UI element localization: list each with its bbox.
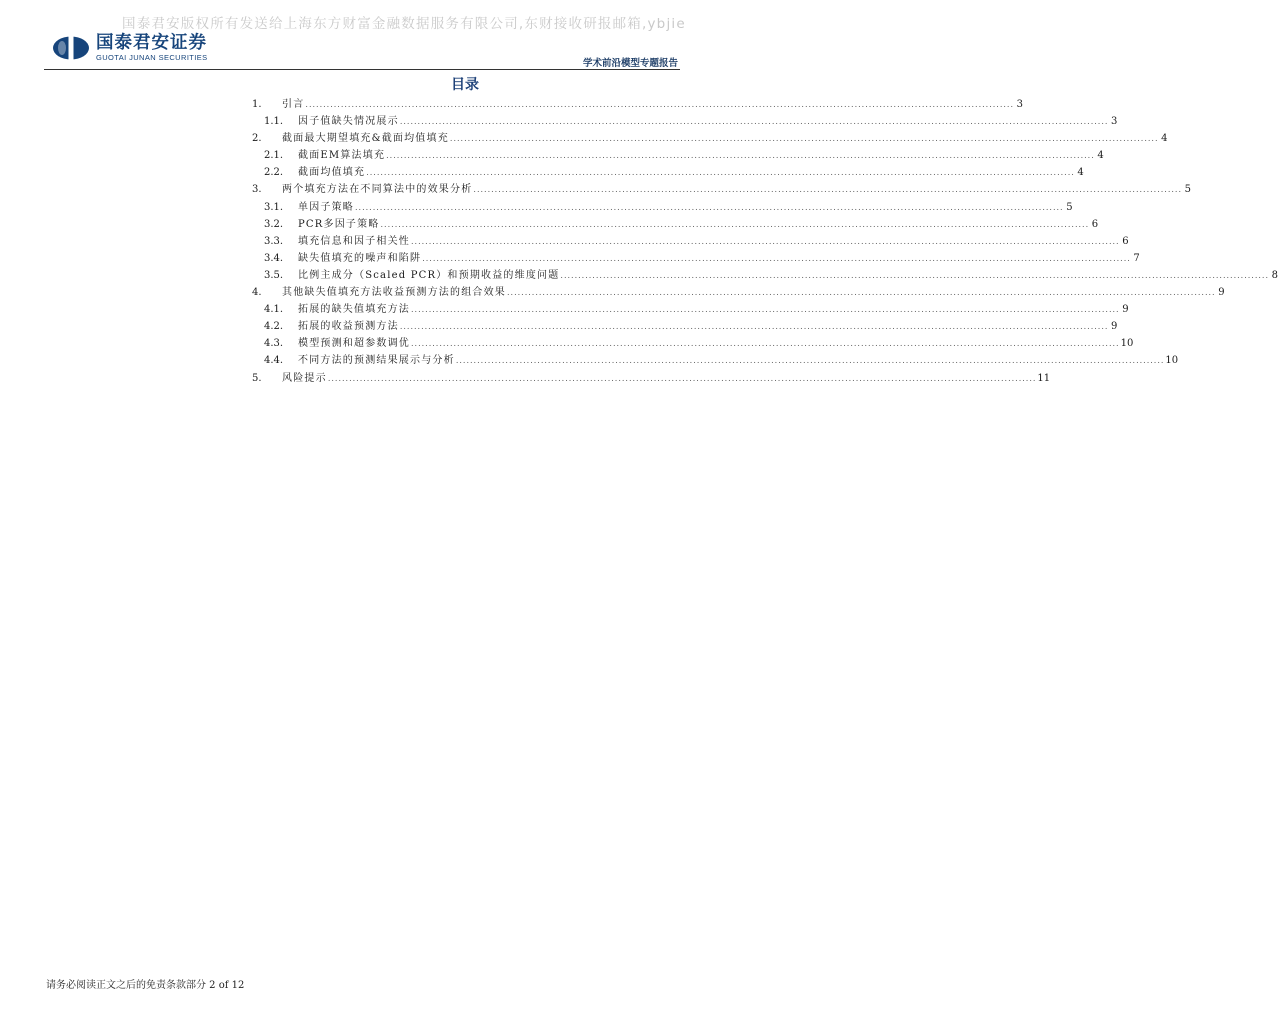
toc-entry-number: 3.2. [264,218,284,230]
toc-entry-page: 10 [1165,355,1179,367]
toc-entry-page: 11 [1037,372,1051,384]
toc-leader-dots: ........................................................................................................................................................................................................ [399,322,1109,332]
logo-name-en: GUOTAI JUNAN SECURITIES [96,53,208,62]
toc-entry-page: 9 [1218,287,1225,299]
toc-leader-dots: ........................................................................................................................................................................................................ [507,288,1216,298]
toc-entry-title: 填充信息和因子相关性 [298,235,410,247]
toc-entry-page: 9 [1122,304,1129,316]
toc-entry[interactable] [252,300,1129,317]
table-of-contents [252,95,1278,386]
toc-entry-page: 5 [1184,184,1191,196]
toc-leader-dots: ........................................................................................................................................................................................................ [411,236,1120,246]
toc-entry[interactable] [252,215,1099,232]
toc-entry-page: 3 [1016,99,1023,110]
toc-entry-page: 3 [1111,116,1118,128]
toc-entry-title: 模型预测和超参数调优 [298,338,410,350]
toc-entry-number: 4. [252,287,262,299]
toc-entry-number: 4.3. [264,338,284,350]
header-divider [44,69,680,70]
toc-entry-title: 截面EM算法填充 [298,150,386,162]
toc-entry-number: 3.1. [264,201,284,213]
toc-entry-number: 1. [252,99,262,110]
toc-entry-number: 4.4. [264,355,284,367]
toc-entry[interactable] [252,334,1134,351]
toc-entry-page: 8 [1271,269,1278,281]
logo-icon [52,36,90,60]
toc-entry[interactable] [252,232,1129,249]
toc-entry-number: 2.1. [264,150,284,162]
toc-entry-number: 3. [252,184,262,196]
toc-entry-title: 单因子策略 [298,201,354,213]
toc-entry-title: 不同方法的预测结果展示与分析 [298,355,455,367]
toc-entry-page: 4 [1077,167,1084,179]
toc-entry-number: 1.1. [264,116,284,128]
toc-leader-dots: ........................................................................................................................................................................................................ [422,253,1131,263]
toc-entry[interactable] [252,129,1168,146]
toc-leader-dots: ........................................................................................................................................................................................................ [411,339,1120,349]
toc-entry-page: 7 [1133,252,1140,264]
toc-leader-dots: ........................................................................................................................................................................................................ [411,305,1120,315]
toc-leader-dots: ........................................................................................................................................................................................................ [473,185,1182,195]
toc-leader-dots: ........................................................................................................................................................................................................ [355,202,1064,212]
toc-entry[interactable] [252,95,1023,112]
toc-entry-number: 4.1. [264,304,284,316]
toc-entry-title: 截面最大期望填充&截面均值填充 [282,133,449,145]
toc-leader-dots: ........................................................................................................................................................................................................ [380,219,1090,229]
toc-entry-title: 风险提示 [282,372,327,384]
toc-leader-dots: ........................................................................................................................................................................................................ [560,270,1270,280]
watermark: 国泰君安版权所有发送给上海东方财富金融数据服务有限公司,东财接收研报邮箱,ybjie [122,16,686,32]
toc-leader-dots: ........................................................................................................................................................................................................ [366,168,1075,178]
toc-entry[interactable] [252,317,1118,334]
toc-entry-title: 拓展的缺失值填充方法 [298,304,410,316]
toc-leader-dots: ........................................................................................................................................................................................................ [449,134,1159,144]
toc-entry[interactable] [252,351,1179,368]
toc-leader-dots: ........................................................................................................................................................................................................ [327,373,1037,383]
toc-entry-title: 因子值缺失情况展示 [298,116,399,128]
toc-entry-page: 4 [1161,133,1168,145]
toc-entry-title: 两个填充方法在不同算法中的效果分析 [282,184,473,196]
toc-entry-page: 9 [1111,321,1118,333]
toc-entry-title: 缺失值填充的噪声和陷阱 [298,252,422,264]
logo-name-cn: 国泰君安证券 [96,33,207,53]
toc-entry[interactable] [252,369,1051,386]
toc-entry[interactable] [252,112,1118,129]
toc-entry-title: 比例主成分（Scaled PCR）和预期收益的维度问题 [298,269,560,281]
toc-leader-dots: ........................................................................................................................................................................................................ [305,100,1014,109]
toc-entry[interactable] [252,249,1140,266]
toc-entry[interactable] [252,163,1084,180]
toc-entry-number: 2.2. [264,167,284,179]
toc-entry-number: 2. [252,133,262,145]
toc-leader-dots: ........................................................................................................................................................................................................ [455,356,1165,366]
toc-entry-number: 3.5. [264,269,284,281]
toc-entry-title: 截面均值填充 [298,167,366,179]
toc-entry-number: 4.2. [264,321,284,333]
toc-entry-number: 3.3. [264,235,284,247]
toc-leader-dots: ........................................................................................................................................................................................................ [386,151,1095,161]
toc-entry[interactable] [252,146,1104,163]
toc-entry[interactable] [252,266,1278,283]
toc-title: 目录 [451,77,479,93]
toc-entry-title: PCR多因子策略 [298,218,380,230]
toc-entry[interactable] [252,283,1225,300]
toc-entry-page: 4 [1097,150,1104,162]
toc-entry-page: 5 [1066,201,1073,213]
toc-entry-title: 拓展的收益预测方法 [298,321,399,333]
toc-entry[interactable] [252,180,1191,197]
toc-entry-title: 其他缺失值填充方法收益预测方法的组合效果 [282,287,506,299]
toc-entry[interactable] [252,198,1073,215]
toc-entry-page: 6 [1122,235,1129,247]
logo [52,34,208,62]
toc-entry-number: 3.4. [264,252,284,264]
toc-entry-number: 5. [252,372,262,384]
toc-entry-title: 引言 [282,99,305,110]
toc-entry-page: 6 [1091,218,1099,230]
toc-leader-dots: ........................................................................................................................................................................................................ [399,117,1109,127]
report-type-label: 学术前沿模型专题报告 [582,58,678,69]
toc-entry-page: 10 [1120,338,1134,350]
footer-disclaimer: 请务必阅读正文之后的免责条款部分 2 of 12 [46,980,245,991]
